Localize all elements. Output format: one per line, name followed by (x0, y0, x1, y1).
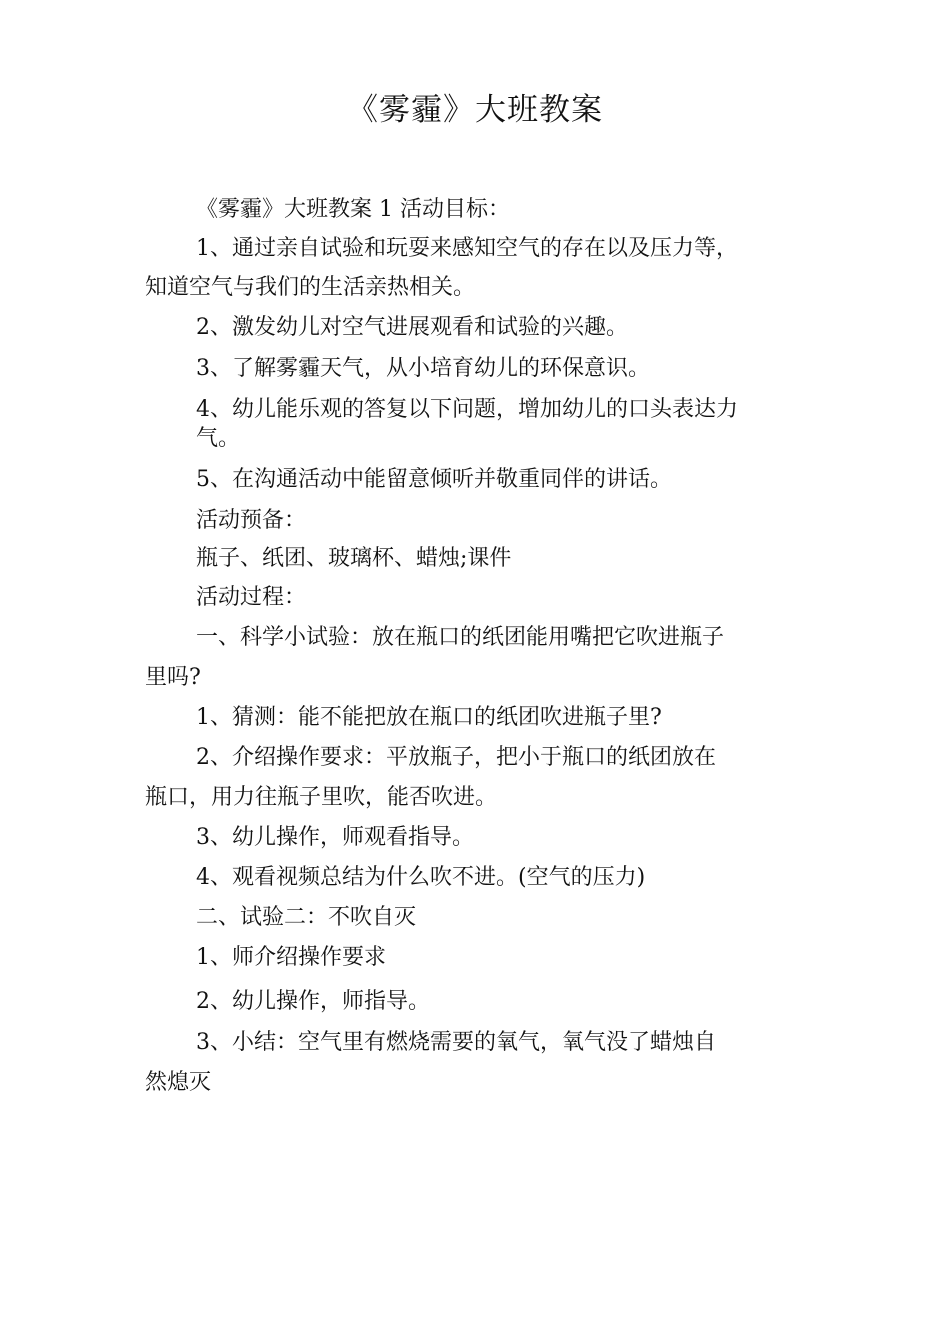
paragraph-line: 1、师介绍操作要求 (196, 945, 386, 970)
paragraph-line: 3、小结：空气里有燃烧需要的氧气，氧气没了蜡烛自 (196, 1030, 716, 1055)
paragraph-line: 瓶口，用力往瓶子里吹，能否吹进。 (145, 785, 498, 810)
document-title: 《雾霾》大班教案 (347, 92, 603, 128)
paragraph-line: 4、幼儿能乐观的答复以下问题，增加幼儿的口头表达力 (196, 397, 738, 422)
paragraph-line: 瓶子、纸团、玻璃杯、蜡烛;课件 (196, 546, 512, 571)
paragraph-line: 1、通过亲自试验和玩耍来感知空气的存在以及压力等， (196, 236, 738, 261)
paragraph-line: 一、科学小试验：放在瓶口的纸团能用嘴把它吹进瓶子 (196, 625, 725, 650)
paragraph-line: 二、试验二：不吹自灭 (196, 905, 417, 930)
paragraph-line: 2、介绍操作要求：平放瓶子，把小于瓶口的纸团放在 (196, 745, 716, 770)
paragraph-line: 4、观看视频总结为什么吹不进。(空气的压力) (196, 865, 646, 890)
paragraph-line: 气。 (196, 426, 241, 451)
paragraph-line: 活动预备： (196, 508, 307, 533)
paragraph-line: 里吗? (145, 665, 201, 690)
paragraph-line: 知道空气与我们的生活亲热相关。 (145, 275, 476, 300)
paragraph-line: 3、幼儿操作，师观看指导。 (196, 825, 474, 850)
paragraph-line: 2、激发幼儿对空气进展观看和试验的兴趣。 (196, 315, 628, 340)
paragraph-line: 5、在沟通活动中能留意倾听并敬重同伴的讲话。 (196, 467, 672, 492)
paragraph-line: 活动过程： (196, 585, 307, 610)
paragraph-line: 《雾霾》大班教案 1 活动目标： (196, 197, 510, 222)
paragraph-line: 3、了解雾霾天气，从小培育幼儿的环保意识。 (196, 356, 650, 381)
paragraph-line: 然熄灭 (145, 1070, 212, 1095)
paragraph-line: 2、幼儿操作，师指导。 (196, 989, 430, 1014)
paragraph-line: 1、猜测：能不能把放在瓶口的纸团吹进瓶子里? (196, 705, 662, 730)
